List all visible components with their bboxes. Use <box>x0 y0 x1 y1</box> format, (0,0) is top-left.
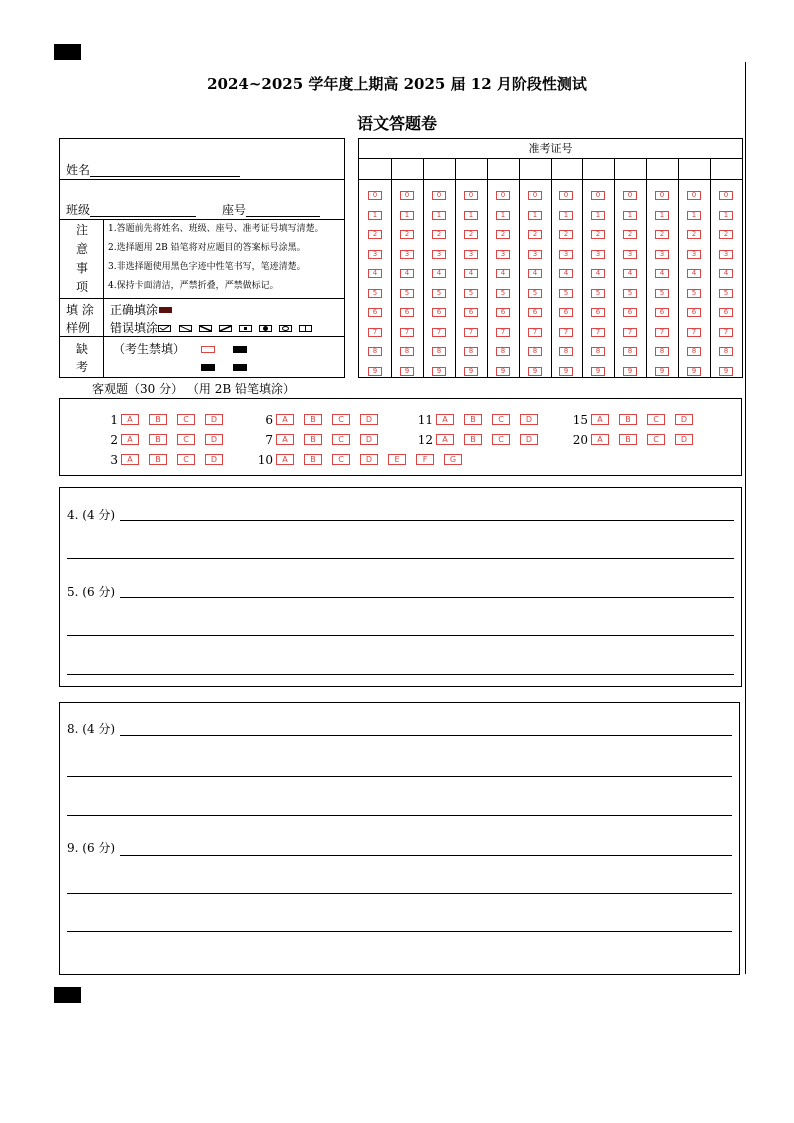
exam-id-digit-bubble[interactable]: 3 <box>719 250 733 259</box>
exam-id-digit-bubble[interactable]: 7 <box>655 328 669 337</box>
exam-id-digit-bubble[interactable]: 8 <box>464 347 478 356</box>
objective-option-bubble[interactable]: A <box>121 414 139 425</box>
objective-option-bubble[interactable]: B <box>464 414 482 425</box>
exam-id-digit-bubble[interactable]: 5 <box>496 289 510 298</box>
exam-id-digit-bubble[interactable]: 7 <box>591 328 605 337</box>
exam-id-digit-bubble[interactable]: 2 <box>400 230 414 239</box>
exam-id-digit-bubble[interactable]: 5 <box>591 289 605 298</box>
objective-question-number: 2 <box>110 433 118 447</box>
seat-field[interactable] <box>246 203 320 217</box>
exam-id-digit-bubble[interactable]: 2 <box>687 230 701 239</box>
absent-example-mark <box>201 364 215 371</box>
exam-id-digit-bubble[interactable]: 7 <box>432 328 446 337</box>
objective-option-bubble[interactable]: D <box>360 454 378 465</box>
objective-option-bubble[interactable]: A <box>591 434 609 445</box>
exam-id-digit-bubble[interactable]: 4 <box>623 269 637 278</box>
exam-id-digit-bubble[interactable]: 9 <box>496 367 510 376</box>
absent-bubble[interactable] <box>201 346 215 353</box>
objective-question-number: 10 <box>257 453 273 467</box>
objective-option-bubble[interactable]: A <box>436 414 454 425</box>
notice-item: 3.非选择题使用黑色字迹中性笔书写，笔迹清楚。 <box>108 262 306 272</box>
exam-id-digit-bubble[interactable]: 2 <box>719 230 733 239</box>
exam-id-digit-bubble[interactable]: 0 <box>400 191 414 200</box>
exam-id-digit-bubble[interactable]: 9 <box>623 367 637 376</box>
objective-option-bubble[interactable]: C <box>177 414 195 425</box>
fill-example-label: 填 涂 <box>66 303 94 317</box>
exam-id-grid <box>358 138 743 378</box>
exam-id-digit-bubble[interactable]: 8 <box>719 347 733 356</box>
exam-id-digit-bubble[interactable]: 2 <box>368 230 382 239</box>
exam-id-digit-bubble[interactable]: 8 <box>655 347 669 356</box>
exam-id-digit-bubble[interactable]: 6 <box>719 308 733 317</box>
objective-option-bubble[interactable]: A <box>121 434 139 445</box>
q8-answer-line[interactable] <box>120 735 732 736</box>
exam-id-digit-bubble[interactable]: 0 <box>368 191 382 200</box>
absent-note: （考生禁填） <box>113 342 186 356</box>
notice-item: 2.选择题用 2B 铅笔将对应题目的答案标号涂黑。 <box>108 243 306 253</box>
objective-header: 客观题（30 分） （用 2B 铅笔填涂） <box>92 382 295 396</box>
exam-id-digit-bubble[interactable]: 2 <box>559 230 573 239</box>
objective-option-bubble[interactable]: D <box>360 434 378 445</box>
objective-option-bubble[interactable]: D <box>205 454 223 465</box>
exam-id-digit-bubble[interactable]: 1 <box>655 211 669 220</box>
exam-id-digit-bubble[interactable]: 1 <box>432 211 446 220</box>
objective-option-bubble[interactable]: C <box>492 434 510 445</box>
q9-answer-line[interactable] <box>67 893 732 894</box>
exam-id-digit-bubble[interactable]: 0 <box>432 191 446 200</box>
objective-option-bubble[interactable]: A <box>121 454 139 465</box>
objective-option-bubble[interactable]: B <box>619 414 637 425</box>
exam-id-digit-bubble[interactable]: 6 <box>400 308 414 317</box>
exam-id-digit-bubble[interactable]: 2 <box>528 230 542 239</box>
objective-option-bubble[interactable]: D <box>675 434 693 445</box>
objective-question-number: 20 <box>572 433 588 447</box>
exam-id-digit-bubble[interactable]: 7 <box>400 328 414 337</box>
objective-option-bubble[interactable]: B <box>304 414 322 425</box>
objective-option-bubble[interactable]: C <box>332 434 350 445</box>
objective-option-bubble[interactable]: D <box>205 434 223 445</box>
exam-id-digit-bubble[interactable]: 0 <box>687 191 701 200</box>
alignment-mark-bottom <box>54 987 81 1003</box>
objective-option-bubble[interactable]: D <box>205 414 223 425</box>
objective-question-number: 3 <box>110 453 118 467</box>
exam-id-digit-bubble[interactable]: 7 <box>623 328 637 337</box>
exam-id-digit-bubble[interactable]: 4 <box>464 269 478 278</box>
exam-id-digit-bubble[interactable]: 5 <box>559 289 573 298</box>
q8-answer-line[interactable] <box>67 815 732 816</box>
objective-option-bubble[interactable]: C <box>492 414 510 425</box>
objective-option-bubble[interactable]: B <box>619 434 637 445</box>
exam-id-digit-bubble[interactable]: 7 <box>559 328 573 337</box>
page-title: 2024~2025 学年度上期高 2025 届 12 月阶段性测试 <box>207 75 587 93</box>
exam-id-digit-bubble[interactable]: 0 <box>655 191 669 200</box>
objective-option-bubble[interactable]: B <box>304 434 322 445</box>
exam-id-digit-bubble[interactable]: 1 <box>687 211 701 220</box>
q4-label: 4. (4 分) <box>67 508 116 522</box>
exam-id-digit-bubble[interactable]: 1 <box>496 211 510 220</box>
exam-id-digit-bubble[interactable]: 0 <box>559 191 573 200</box>
exam-id-digit-bubble[interactable]: 4 <box>655 269 669 278</box>
q9-answer-line[interactable] <box>67 931 732 932</box>
exam-id-digit-bubble[interactable]: 9 <box>528 367 542 376</box>
exam-id-digit-bubble[interactable]: 3 <box>432 250 446 259</box>
exam-id-digit-bubble[interactable]: 2 <box>496 230 510 239</box>
exam-id-digit-bubble[interactable]: 9 <box>368 367 382 376</box>
exam-id-digit-bubble[interactable]: 5 <box>687 289 701 298</box>
exam-id-digit-bubble[interactable]: 4 <box>559 269 573 278</box>
exam-id-digit-bubble[interactable]: 4 <box>687 269 701 278</box>
objective-question-number: 7 <box>265 433 273 447</box>
exam-id-digit-bubble[interactable]: 1 <box>623 211 637 220</box>
exam-id-digit-bubble[interactable]: 4 <box>591 269 605 278</box>
exam-id-digit-bubble[interactable]: 8 <box>623 347 637 356</box>
exam-id-digit-bubble[interactable]: 4 <box>432 269 446 278</box>
objective-option-bubble[interactable]: A <box>436 434 454 445</box>
exam-id-digit-bubble[interactable]: 3 <box>368 250 382 259</box>
q8-answer-line[interactable] <box>67 776 732 777</box>
exam-id-digit-bubble[interactable]: 1 <box>591 211 605 220</box>
exam-id-digit-bubble[interactable]: 7 <box>368 328 382 337</box>
class-field[interactable] <box>90 203 196 217</box>
exam-id-digit-bubble[interactable]: 4 <box>528 269 542 278</box>
name-label: 姓名 <box>66 163 91 177</box>
objective-question-number: 11 <box>417 413 433 427</box>
exam-id-digit-bubble[interactable]: 2 <box>623 230 637 239</box>
exam-id-digit-bubble[interactable]: 9 <box>464 367 478 376</box>
correct-fill-label: 正确填涂 <box>110 303 159 317</box>
objective-option-bubble[interactable]: D <box>520 414 538 425</box>
exam-id-digit-bubble[interactable]: 4 <box>368 269 382 278</box>
right-margin-line <box>745 62 746 974</box>
exam-id-digit-bubble[interactable]: 6 <box>655 308 669 317</box>
exam-id-digit-bubble[interactable]: 5 <box>655 289 669 298</box>
objective-option-bubble[interactable]: D <box>520 434 538 445</box>
exam-id-digit-bubble[interactable]: 0 <box>719 191 733 200</box>
fill-example-label: 样例 <box>66 321 91 335</box>
exam-id-digit-bubble[interactable]: 8 <box>496 347 510 356</box>
absent-label: 缺 <box>76 342 89 356</box>
exam-id-digit-bubble[interactable]: 4 <box>719 269 733 278</box>
objective-option-bubble[interactable]: D <box>360 414 378 425</box>
notice-label-char: 项 <box>76 280 89 294</box>
objective-option-bubble[interactable]: B <box>149 414 167 425</box>
exam-id-digit-bubble[interactable]: 5 <box>368 289 382 298</box>
absent-example-mark <box>233 346 247 353</box>
exam-id-digit-bubble[interactable]: 7 <box>687 328 701 337</box>
q4-answer-line[interactable] <box>67 558 734 559</box>
exam-id-digit-bubble[interactable]: 3 <box>400 250 414 259</box>
objective-option-bubble[interactable]: B <box>304 454 322 465</box>
exam-id-digit-bubble[interactable]: 9 <box>655 367 669 376</box>
exam-id-digit-bubble[interactable]: 6 <box>528 308 542 317</box>
objective-option-bubble[interactable]: C <box>177 454 195 465</box>
q8-label: 8. (4 分) <box>67 722 116 736</box>
objective-option-bubble[interactable]: A <box>591 414 609 425</box>
q5-answer-line[interactable] <box>120 597 734 598</box>
exam-id-digit-bubble[interactable]: 3 <box>464 250 478 259</box>
objective-option-bubble[interactable]: B <box>149 434 167 445</box>
objective-question-number: 1 <box>110 413 118 427</box>
objective-option-bubble[interactable]: F <box>416 454 434 465</box>
exam-id-digit-bubble[interactable]: 5 <box>464 289 478 298</box>
exam-id-digit-bubble[interactable]: 0 <box>496 191 510 200</box>
wrong-fill-label: 错误填涂 <box>110 321 159 335</box>
exam-id-digit-bubble[interactable]: 1 <box>368 211 382 220</box>
exam-id-digit-bubble[interactable]: 8 <box>591 347 605 356</box>
objective-option-bubble[interactable]: E <box>388 454 406 465</box>
exam-id-digit-bubble[interactable]: 3 <box>655 250 669 259</box>
exam-id-digit-bubble[interactable]: 1 <box>559 211 573 220</box>
answer-section-1 <box>59 487 742 687</box>
exam-id-digit-bubble[interactable]: 6 <box>591 308 605 317</box>
exam-id-digit-bubble[interactable]: 0 <box>623 191 637 200</box>
exam-id-digit-bubble[interactable]: 6 <box>623 308 637 317</box>
exam-id-digit-bubble[interactable]: 4 <box>496 269 510 278</box>
page-subtitle: 语文答题卷 <box>356 114 437 133</box>
objective-option-bubble[interactable]: B <box>149 454 167 465</box>
exam-id-digit-bubble[interactable]: 1 <box>719 211 733 220</box>
exam-id-digit-bubble[interactable]: 7 <box>528 328 542 337</box>
exam-id-digit-bubble[interactable]: 2 <box>464 230 478 239</box>
objective-question-number: 15 <box>572 413 588 427</box>
exam-id-digit-bubble[interactable]: 9 <box>400 367 414 376</box>
exam-id-header: 准考证号 <box>528 142 573 155</box>
class-label: 班级 <box>66 203 91 217</box>
exam-id-digit-bubble[interactable]: 8 <box>687 347 701 356</box>
objective-option-bubble[interactable]: C <box>177 434 195 445</box>
absent-example-mark <box>233 364 247 371</box>
objective-option-bubble[interactable]: G <box>444 454 462 465</box>
objective-question-number: 6 <box>265 413 273 427</box>
objective-option-bubble[interactable]: A <box>276 454 294 465</box>
notice-label-char: 意 <box>76 242 89 256</box>
name-field[interactable] <box>90 163 240 177</box>
exam-id-digit-bubble[interactable]: 7 <box>464 328 478 337</box>
answer-section-2 <box>59 702 740 975</box>
exam-id-digit-bubble[interactable]: 6 <box>559 308 573 317</box>
exam-id-digit-bubble[interactable]: 5 <box>432 289 446 298</box>
exam-id-digit-bubble[interactable]: 9 <box>687 367 701 376</box>
exam-id-digit-bubble[interactable]: 2 <box>655 230 669 239</box>
exam-id-digit-bubble[interactable]: 6 <box>432 308 446 317</box>
exam-id-digit-bubble[interactable]: 6 <box>496 308 510 317</box>
alignment-mark-top <box>54 44 81 60</box>
exam-id-digit-bubble[interactable]: 0 <box>528 191 542 200</box>
notice-item: 1.答题前先将姓名、班级、座号、准考证号填写清楚。 <box>108 224 324 234</box>
notice-item: 4.保持卡面清洁，严禁折叠，严禁做标记。 <box>108 281 279 291</box>
exam-id-digit-bubble[interactable]: 9 <box>559 367 573 376</box>
exam-id-digit-bubble[interactable]: 1 <box>528 211 542 220</box>
objective-panel <box>59 398 742 476</box>
exam-id-digit-bubble[interactable]: 3 <box>528 250 542 259</box>
exam-id-digit-bubble[interactable]: 1 <box>464 211 478 220</box>
q9-label: 9. (6 分) <box>67 841 116 855</box>
exam-id-digit-bubble[interactable]: 2 <box>591 230 605 239</box>
objective-option-bubble[interactable]: A <box>276 434 294 445</box>
exam-id-digit-bubble[interactable]: 8 <box>528 347 542 356</box>
objective-option-bubble[interactable]: C <box>647 414 665 425</box>
exam-id-digit-bubble[interactable]: 5 <box>400 289 414 298</box>
objective-option-bubble[interactable]: B <box>464 434 482 445</box>
exam-id-digit-bubble[interactable]: 8 <box>432 347 446 356</box>
exam-id-digit-bubble[interactable]: 8 <box>559 347 573 356</box>
exam-id-digit-bubble[interactable]: 3 <box>591 250 605 259</box>
exam-id-digit-bubble[interactable]: 5 <box>719 289 733 298</box>
notice-label-char: 注 <box>76 223 89 237</box>
exam-id-digit-bubble[interactable]: 0 <box>591 191 605 200</box>
notice-label-char: 事 <box>76 261 89 275</box>
seat-label: 座号 <box>222 203 247 217</box>
exam-id-digit-bubble[interactable]: 3 <box>623 250 637 259</box>
exam-id-digit-bubble[interactable]: 7 <box>496 328 510 337</box>
objective-option-bubble[interactable]: C <box>647 434 665 445</box>
objective-option-bubble[interactable]: D <box>675 414 693 425</box>
q5-answer-line[interactable] <box>67 674 734 675</box>
objective-option-bubble[interactable]: A <box>276 414 294 425</box>
exam-id-digit-bubble[interactable]: 7 <box>719 328 733 337</box>
q4-answer-line[interactable] <box>120 520 734 521</box>
exam-id-digit-bubble[interactable]: 5 <box>528 289 542 298</box>
exam-id-digit-bubble[interactable]: 9 <box>591 367 605 376</box>
objective-question-number: 12 <box>417 433 433 447</box>
exam-id-digit-bubble[interactable]: 5 <box>623 289 637 298</box>
exam-id-digit-bubble[interactable]: 2 <box>432 230 446 239</box>
student-info-panel <box>59 138 345 378</box>
exam-id-digit-bubble[interactable]: 3 <box>559 250 573 259</box>
q5-label: 5. (6 分) <box>67 585 116 599</box>
exam-id-digit-bubble[interactable]: 4 <box>400 269 414 278</box>
correct-fill-sample <box>159 307 172 313</box>
exam-id-digit-bubble[interactable]: 6 <box>687 308 701 317</box>
exam-id-digit-bubble[interactable]: 8 <box>400 347 414 356</box>
exam-id-digit-bubble[interactable]: 8 <box>368 347 382 356</box>
q5-answer-line[interactable] <box>67 635 734 636</box>
exam-id-digit-bubble[interactable]: 3 <box>687 250 701 259</box>
absent-label: 考 <box>76 360 89 374</box>
q9-answer-line[interactable] <box>120 855 732 856</box>
exam-id-digit-bubble[interactable]: 6 <box>368 308 382 317</box>
exam-id-digit-bubble[interactable]: 0 <box>464 191 478 200</box>
exam-id-digit-bubble[interactable]: 3 <box>496 250 510 259</box>
exam-id-digit-bubble[interactable]: 6 <box>464 308 478 317</box>
objective-option-bubble[interactable]: C <box>332 414 350 425</box>
exam-id-digit-bubble[interactable]: 9 <box>719 367 733 376</box>
objective-option-bubble[interactable]: C <box>332 454 350 465</box>
exam-id-digit-bubble[interactable]: 1 <box>400 211 414 220</box>
exam-id-digit-bubble[interactable]: 9 <box>432 367 446 376</box>
